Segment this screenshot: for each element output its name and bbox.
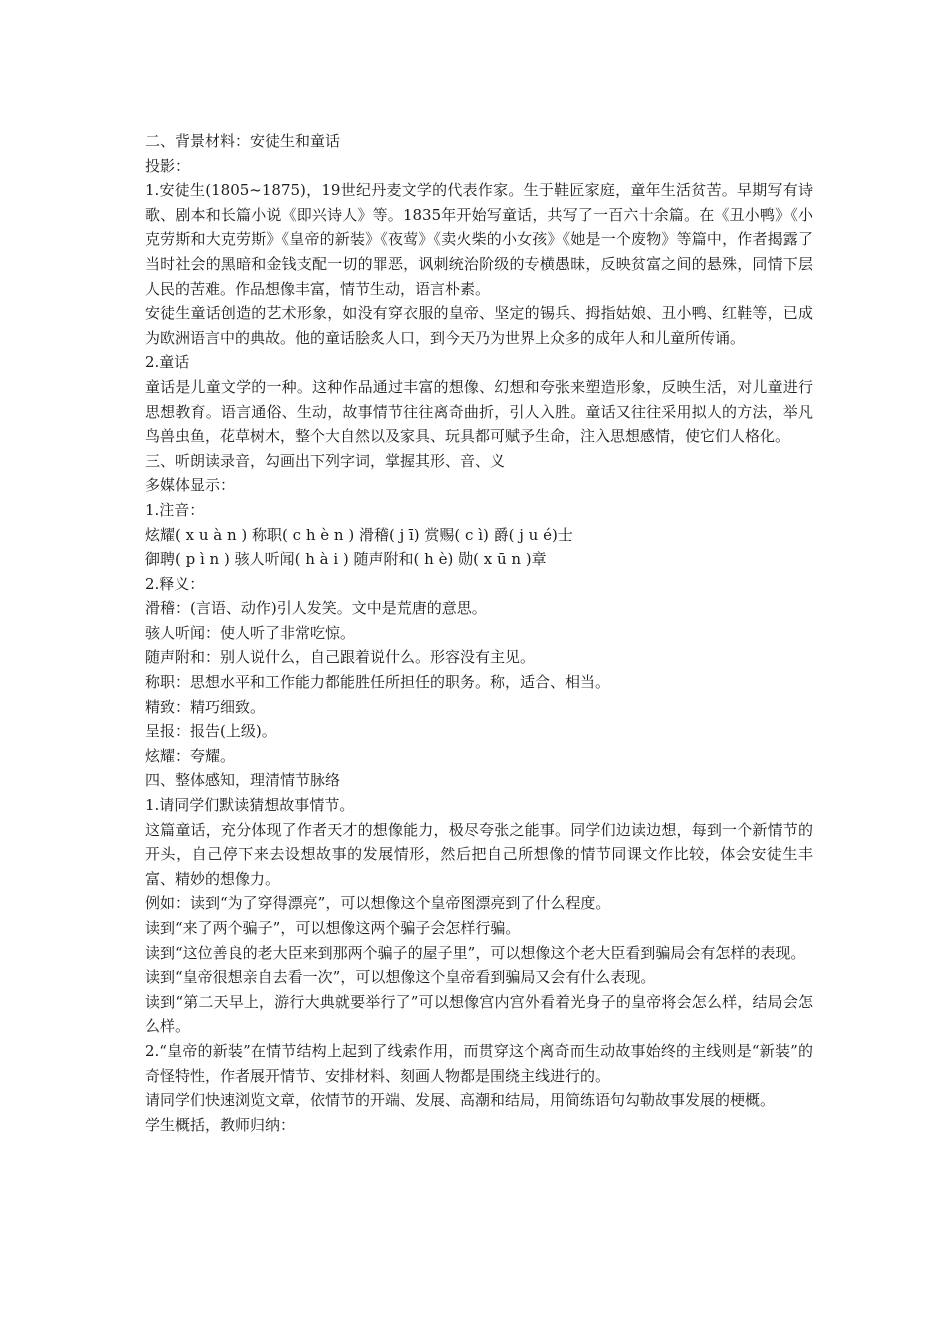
paragraph: 童话是儿童文学的一种。这种作品通过丰富的想像、幻想和夸张来塑造形象，反映生活，对儿童进行思想教育。语言通俗、生动，故事情节往往离奇曲折，引人入胜。童话又往往采用拟人的方法，举凡鸟兽虫鱼，花草树木，整个大自然以及家具、玩具都可赋予生命，注入思想感情，使它们人格化。 [145, 377, 813, 446]
document-page [145, 129, 813, 1137]
definition-line: 精致：精巧细致。 [145, 697, 266, 716]
definition-line: 呈报：报告(上级)。 [145, 722, 277, 741]
paragraph: 读到“皇帝很想亲自去看一次”，可以想像这个皇帝看到骗局又会有什么表现。 [145, 968, 656, 987]
definition-line: 随声附和：别人说什么，自己跟着说什么。形容没有主见。 [145, 648, 536, 667]
section-heading-background: 二、背景材料：安徒生和童话 [145, 132, 341, 150]
paragraph: 读到“来了两个骗子”，可以想像这两个骗子会怎样行骗。 [145, 919, 521, 937]
section-heading-reading: 三、听朗读录音，勾画出下列字词，掌握其形、音、义 [145, 451, 506, 470]
paragraph: 多媒体显示： [145, 476, 236, 495]
paragraph: 例如：读到“为了穿得漂亮”，可以想像这个皇帝图漂亮到了什么程度。 [145, 894, 611, 913]
paragraph: 1.注音： [145, 500, 205, 519]
paragraph: 这篇童话，充分体现了作者天才的想像能力，极尽夸张之能事。同学们边读边想，每到一个新情节的开头，自己停下来去设想故事的发展情形，然后把自己所想像的情节同课文作比较，体会安徒生丰富、精妙的想像力。 [145, 820, 813, 888]
pinyin-line: 御聘( p ì n ) 骇人听闻( h à i ) 随声附和( h è) 勋( x ū n )章 [145, 550, 547, 569]
definition-line: 炫耀：夸耀。 [145, 746, 236, 765]
paragraph: 学生概括，教师归纳： [145, 1115, 296, 1134]
paragraph: 安徒生童话创造的艺术形象，如没有穿衣服的皇帝、坚定的锡兵、拇指姑娘、丑小鸭、红鞋等，已成为欧洲语言中的典故。他的童话脍炙人口，到今天乃为世界上众多的成年人和儿童所传诵。 [145, 304, 813, 347]
paragraph: 2.“皇帝的新装”在情节结构上起到了线索作用，而贯穿这个离奇而生动故事始终的主线则是“新装”的奇怪特性，作者展开情节、安排材料、刻画人物都是围绕主线进行的。 [145, 1041, 813, 1085]
paragraph: 读到“这位善良的老大臣来到那两个骗子的屋子里”，可以想像这个老大臣看到骗局会有怎样的表现。 [145, 943, 806, 962]
paragraph: 1.安徒生(1805~1875)，19世纪丹麦文学的代表作家。生于鞋匠家庭，童年生活贫苦。早期写有诗歌、剧本和长篇小说《即兴诗人》等。1835年开始写童话，共写了一百六十余篇。在《丑小鸭》《小克劳斯和大克劳斯》《皇帝的新装》《夜莺》《卖火柴的小女孩》《她是一个废物》等篇中，作者揭露了当时社会的黑暗和金钱支配一切的罪恶，讽刺统治阶级的专横愚昧，反映贫富之间的悬殊，同情下层人民的苦难。作品想像丰富，情节生动，语言朴素。 [145, 181, 813, 298]
definition-line: 骇人听闻：使人听了非常吃惊。 [145, 623, 356, 642]
paragraph: 2.童话 [145, 353, 190, 372]
definition-line: 称职：思想水平和工作能力都能胜任所担任的职务。称，适合、相当。 [145, 673, 611, 692]
paragraph: 请同学们快速浏览文章，依情节的开端、发展、高潮和结局，用简练语句勾勒故事发展的梗概。 [145, 1091, 776, 1110]
paragraph: 1.请同学们默读猜想故事情节。 [145, 796, 355, 815]
section-heading-overview: 四、整体感知，理清情节脉络 [145, 771, 341, 790]
pinyin-line: 炫耀( x u à n ) 称职( c h è n ) 滑稽( j ī) 赏赐( c ì) 爵( j u é)士 [145, 525, 573, 544]
paragraph: 投影： [145, 156, 191, 175]
paragraph: 读到“第二天早上，游行大典就要举行了”可以想像宫内宫外看着光身子的皇帝将会怎么样，结局会怎么样。 [145, 992, 813, 1036]
paragraph: 2.释义： [145, 574, 205, 593]
definition-line: 滑稽：(言语、动作)引人发笑。文中是荒唐的意思。 [145, 599, 487, 618]
